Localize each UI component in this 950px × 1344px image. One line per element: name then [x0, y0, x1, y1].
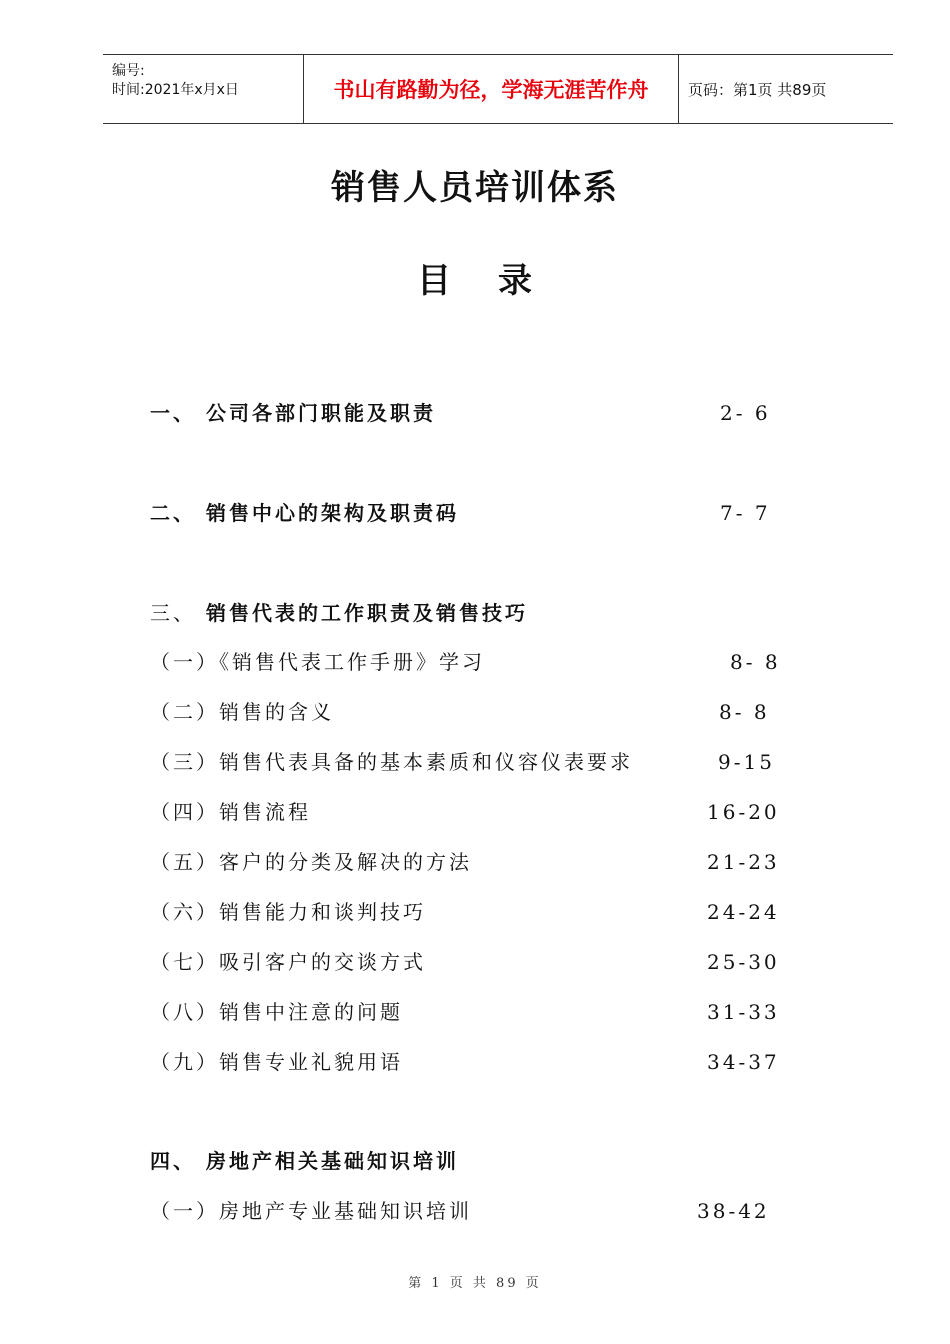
toc-page-range: 31-33: [707, 1000, 780, 1024]
toc-heading-char-2: 录: [498, 261, 533, 301]
toc-section-title: 销售代表的工作职责及销售技巧: [206, 601, 528, 625]
toc-subsection-3-5[interactable]: [0, 847, 950, 877]
toc-subsection-3-3[interactable]: [0, 747, 950, 777]
toc-subsection-3-6[interactable]: [0, 897, 950, 927]
toc-subsection-title: （五）客户的分类及解决的方法: [150, 850, 472, 874]
toc-page-range: 16-20: [707, 800, 780, 824]
toc-subsection-title: （二）销售的含义: [150, 700, 334, 724]
toc-subsection-title: （九）销售专业礼貌用语: [150, 1050, 403, 1074]
header-motto: 书山有路勤为径，学海无涯苦作舟: [303, 55, 679, 123]
toc-page-range: 21-23: [707, 850, 780, 874]
toc-page-range: 24-24: [707, 900, 780, 924]
toc-subsection-3-9[interactable]: [0, 1047, 950, 1077]
toc-section-title: 房地产相关基础知识培训: [206, 1149, 459, 1173]
toc-subsection-title: （一）房地产专业基础知识培训: [150, 1199, 472, 1223]
toc-section-title: 销售中心的架构及职责码: [206, 501, 459, 525]
toc-page-range: 25-30: [707, 950, 780, 974]
page-footer: 第 1 页 共 89 页: [408, 1276, 542, 1291]
header-page-info: 页码：第1页 共89页: [688, 80, 827, 99]
toc-section-4[interactable]: [0, 1146, 950, 1176]
toc-subsection-title: （三）销售代表具备的基本素质和仪容仪表要求: [150, 750, 633, 774]
toc-subsection-title: （四）销售流程: [150, 800, 311, 824]
toc-page-range: 2- 6: [720, 401, 771, 425]
toc-subsection-title: （六）销售能力和谈判技巧: [150, 900, 426, 924]
toc-subsection-title: （八）销售中注意的问题: [150, 1000, 403, 1024]
toc-section-number: 三、: [150, 601, 196, 625]
toc-page-range: 8- 8: [730, 650, 781, 674]
toc-subsection-3-4[interactable]: [0, 797, 950, 827]
toc-section-1[interactable]: [0, 398, 950, 428]
toc-section-number: 四、: [150, 1149, 196, 1173]
toc-section-label: [150, 398, 436, 428]
document-header: [103, 54, 893, 124]
toc-section-2[interactable]: [0, 498, 950, 528]
toc-subsection-title: （一）《销售代表工作手册》学习: [150, 650, 485, 674]
toc-subsection-3-1[interactable]: [0, 647, 950, 677]
toc-section-label: [150, 498, 459, 528]
toc-page-range: 7- 7: [720, 501, 771, 525]
toc-subsection-3-8[interactable]: [0, 997, 950, 1027]
toc-heading-char-1: 目: [417, 261, 452, 301]
toc-subsection-3-2[interactable]: [0, 697, 950, 727]
toc-section-number: 二、: [150, 501, 196, 525]
toc-section-3[interactable]: [0, 598, 950, 628]
header-meta: [103, 55, 303, 123]
toc-section-label: [150, 598, 528, 628]
toc-page-range: 8- 8: [719, 700, 770, 724]
toc-subsection-3-7[interactable]: [0, 947, 950, 977]
time-label: 时间:2021年x月x日: [112, 82, 239, 98]
toc-section-label: [150, 1146, 459, 1176]
toc-subsection-4-1[interactable]: [0, 1196, 950, 1226]
toc-section-number: 一、: [150, 401, 196, 425]
toc-heading: [0, 253, 950, 302]
toc-section-title: 公司各部门职能及职责: [206, 401, 436, 425]
toc-subsection-title: （七）吸引客户的交谈方式: [150, 950, 426, 974]
toc-page-range: 9-15: [718, 750, 775, 774]
toc-page-range: 34-37: [707, 1050, 780, 1074]
code-label: 编号:: [112, 63, 145, 79]
toc-page-range: 38-42: [697, 1199, 770, 1223]
document-title: 销售人员培训体系: [331, 168, 619, 208]
